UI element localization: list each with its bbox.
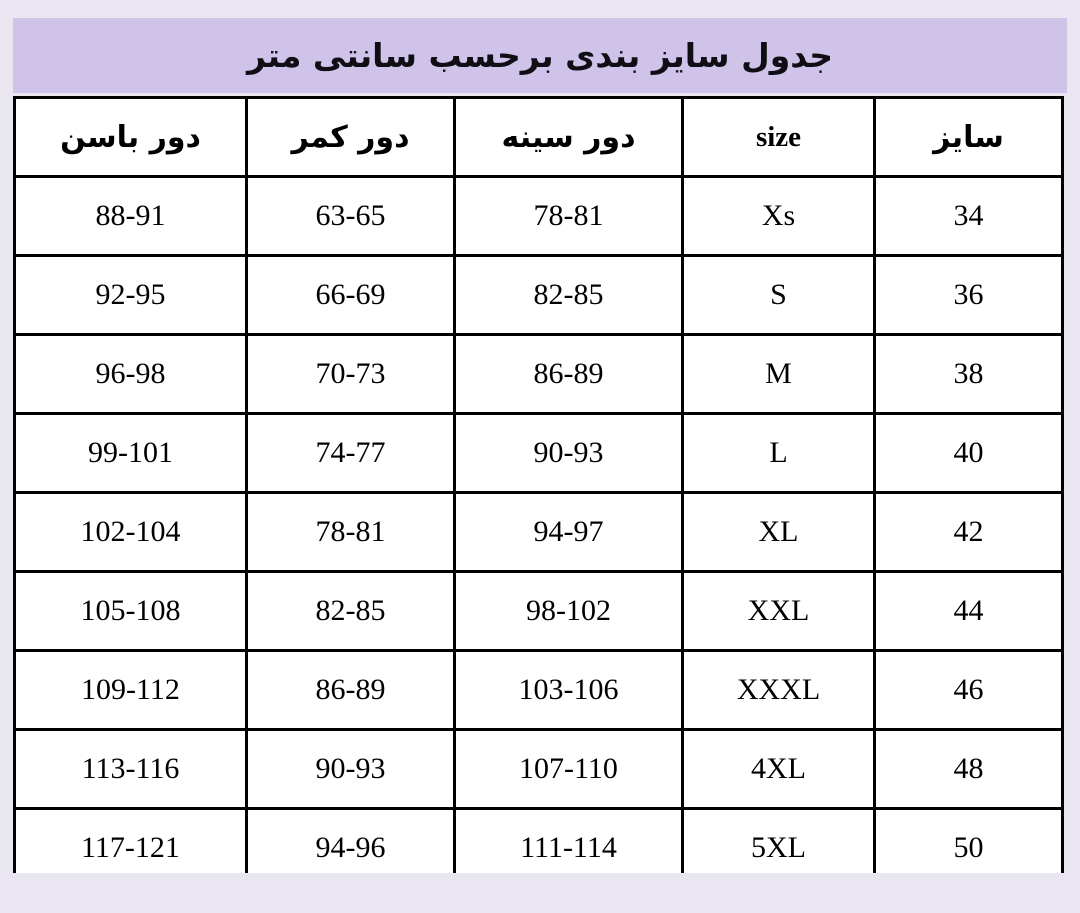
table-row — [15, 493, 1063, 572]
cell-size-num: 50 — [875, 809, 1063, 888]
page-title: جدول سایز بندی برحسب سانتی متر — [246, 36, 834, 75]
table-row — [15, 730, 1063, 809]
cell-hip: 99-101 — [15, 414, 247, 493]
cell-size-num: 42 — [875, 493, 1063, 572]
table-row — [15, 572, 1063, 651]
size-table-container — [16, 96, 1064, 889]
cell-bust: 111-114 — [455, 809, 683, 888]
table-row — [15, 414, 1063, 493]
cell-size-intl: 5XL — [683, 809, 875, 888]
cell-size-intl: Xs — [683, 177, 875, 256]
cell-bust: 94-97 — [455, 493, 683, 572]
cell-waist: 66-69 — [247, 256, 455, 335]
column-header-waist: دور کمر — [247, 98, 455, 177]
cell-hip: 92-95 — [15, 256, 247, 335]
column-header-size-num: سایز — [875, 98, 1063, 177]
cell-hip: 102-104 — [15, 493, 247, 572]
table-row — [15, 256, 1063, 335]
column-header-bust: دور سینه — [455, 98, 683, 177]
cell-waist: 86-89 — [247, 651, 455, 730]
cell-waist: 63-65 — [247, 177, 455, 256]
cell-bust: 107-110 — [455, 730, 683, 809]
cell-size-num: 34 — [875, 177, 1063, 256]
cell-waist: 82-85 — [247, 572, 455, 651]
cell-size-intl: L — [683, 414, 875, 493]
cell-size-intl: M — [683, 335, 875, 414]
table-header-row — [15, 98, 1063, 177]
cell-waist: 74-77 — [247, 414, 455, 493]
cell-size-num: 46 — [875, 651, 1063, 730]
cell-size-intl: 4XL — [683, 730, 875, 809]
cell-hip: 109-112 — [15, 651, 247, 730]
cell-waist: 90-93 — [247, 730, 455, 809]
cell-waist: 78-81 — [247, 493, 455, 572]
cell-bust: 78-81 — [455, 177, 683, 256]
cell-bust: 98-102 — [455, 572, 683, 651]
cell-hip: 96-98 — [15, 335, 247, 414]
table-header — [15, 98, 1063, 177]
cell-size-intl: XL — [683, 493, 875, 572]
cell-size-intl: XXXL — [683, 651, 875, 730]
cell-size-num: 36 — [875, 256, 1063, 335]
column-header-hip: دور باسن — [15, 98, 247, 177]
size-table — [13, 96, 1064, 889]
cell-bust: 90-93 — [455, 414, 683, 493]
table-row — [15, 335, 1063, 414]
cell-waist: 70-73 — [247, 335, 455, 414]
cell-bust: 86-89 — [455, 335, 683, 414]
cell-size-intl: S — [683, 256, 875, 335]
table-body — [15, 177, 1063, 888]
cell-size-intl: XXL — [683, 572, 875, 651]
cell-hip: 113-116 — [15, 730, 247, 809]
cell-size-num: 44 — [875, 572, 1063, 651]
cell-hip: 117-121 — [15, 809, 247, 888]
cell-hip: 105-108 — [15, 572, 247, 651]
table-row — [15, 177, 1063, 256]
table-row — [15, 651, 1063, 730]
cell-bust: 103-106 — [455, 651, 683, 730]
page-title-bar — [13, 18, 1067, 93]
cell-bust: 82-85 — [455, 256, 683, 335]
cell-waist: 94-96 — [247, 809, 455, 888]
cell-size-num: 48 — [875, 730, 1063, 809]
cell-hip: 88-91 — [15, 177, 247, 256]
column-header-size-intl: size — [683, 98, 875, 177]
cell-size-num: 40 — [875, 414, 1063, 493]
cell-size-num: 38 — [875, 335, 1063, 414]
page-footer-space — [0, 873, 1080, 913]
